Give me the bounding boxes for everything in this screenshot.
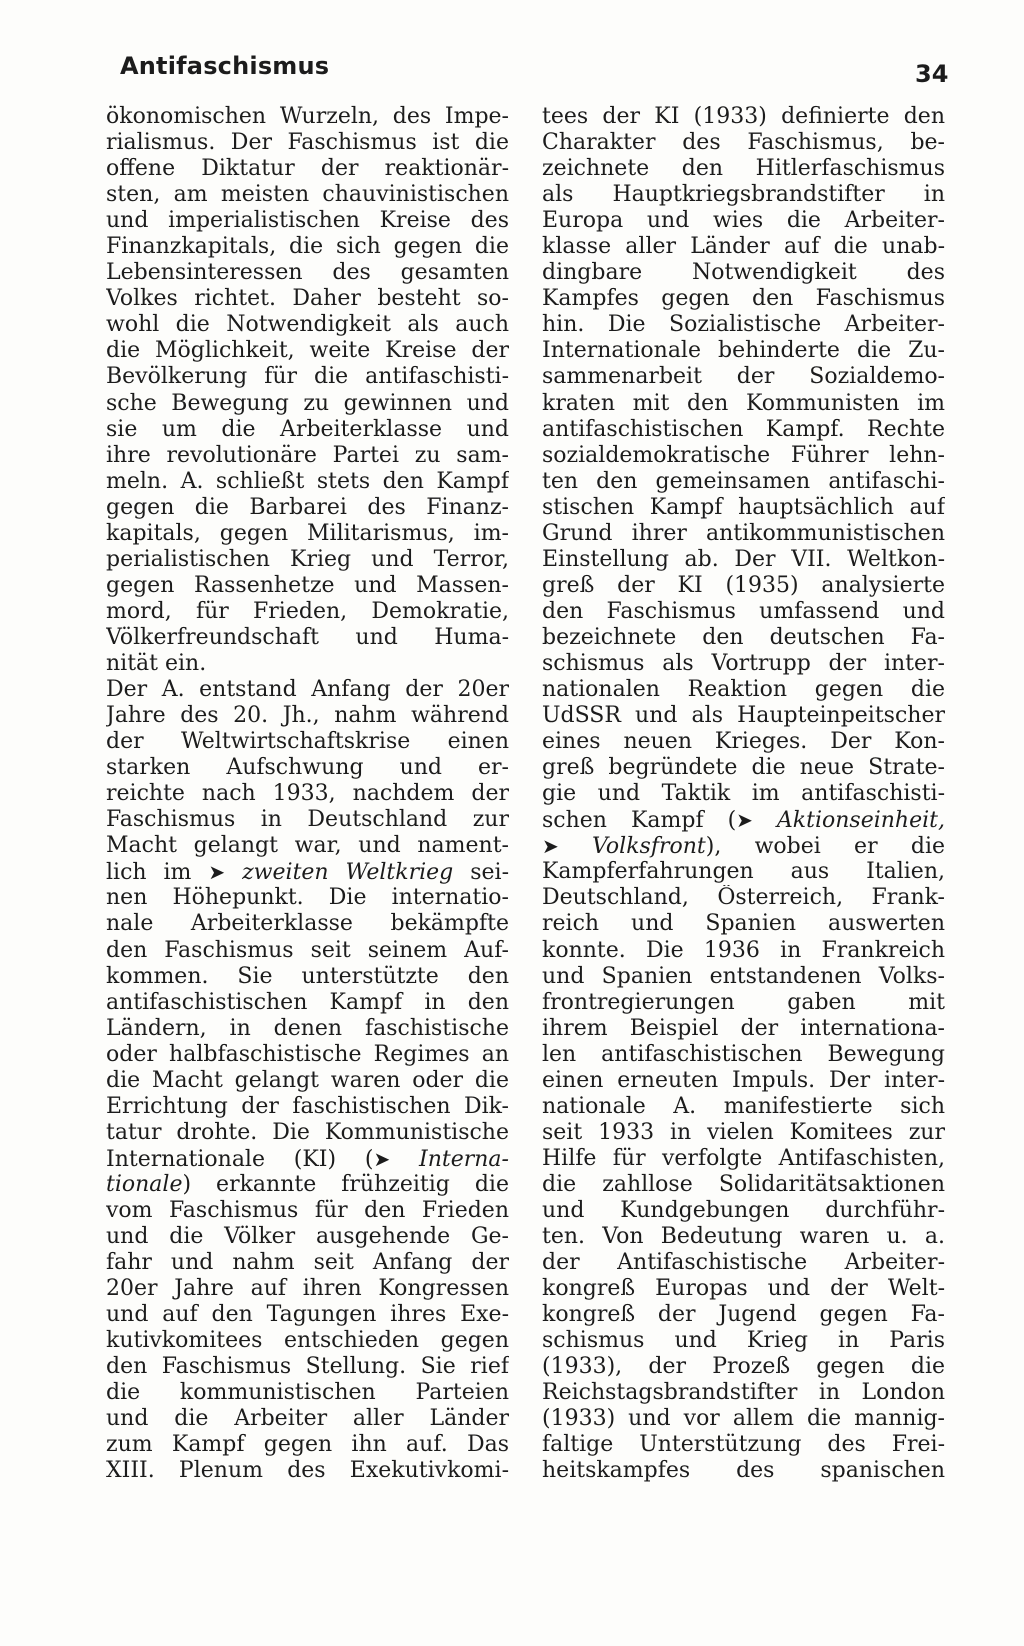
text-line: konnte. Die 1936 in Frankreich: [542, 937, 945, 963]
text-run: ), wobei er die: [705, 834, 945, 860]
text-line: und Kundgebungen durchführ-: [542, 1197, 945, 1223]
text-line: bezeichnete den deutschen Fa-: [542, 624, 945, 650]
text-line: tees der KI (1933) definierte den: [542, 104, 945, 129]
text-line: den Faschismus seit seinem Auf-: [106, 937, 509, 963]
text-line: kommen. Sie unterstützte den: [106, 963, 509, 989]
text-line: (1933), der Prozeß gegen die: [542, 1354, 945, 1380]
text-line: tatur drohte. Die Kommunistische: [106, 1119, 509, 1145]
text-line: die Macht gelangt waren oder die: [106, 1067, 509, 1093]
text-line: gie und Taktik im antifaschisti-: [542, 781, 945, 807]
text-line: mord, für Frieden, Demokratie,: [106, 598, 509, 624]
text-line: kongreß der Jugend gegen Fa-: [542, 1302, 945, 1328]
text-line: zeichnete den Hitlerfaschismus: [542, 156, 945, 182]
text-line: sammenarbeit der Sozialdemo-: [542, 364, 945, 390]
text-line: seit 1933 in vielen Komitees zur: [542, 1119, 945, 1145]
text-line: sozialdemokratische Führer lehn-: [542, 442, 945, 468]
text-run: ) erkannte frühzeitig die: [182, 1171, 509, 1197]
text-line: gegen die Barbarei des Finanz-: [106, 494, 509, 520]
text-line-with-xref: [542, 833, 945, 859]
text-line: Internationale behinderte die Zu-: [542, 338, 945, 364]
text-line: heitskampfes des spanischen: [542, 1458, 945, 1484]
text-line: schismus und Krieg in Paris: [542, 1328, 945, 1354]
text-line: fahr und nahm seit Anfang der: [106, 1250, 509, 1276]
text-line: Lebensinteressen des gesamten: [106, 260, 509, 286]
text-line: eines neuen Krieges. Der Kon-: [542, 729, 945, 755]
text-line: und die Völker ausgehende Ge-: [106, 1224, 509, 1250]
cross-reference-link-internationale[interactable]: Interna-: [419, 1146, 509, 1172]
text-line: hin. Die Sozialistische Arbeiter-: [542, 312, 945, 338]
text-line: Reichstagsbrandstifter in London: [542, 1380, 945, 1406]
text-line: greß der KI (1935) analysierte: [542, 572, 945, 598]
text-line: Ländern, in denen faschistische: [106, 1015, 509, 1041]
cross-reference-arrow-icon: ➤: [373, 1146, 391, 1171]
text-run: schen Kampf (: [542, 808, 737, 834]
text-line-with-xref: [106, 859, 509, 885]
text-line: den Faschismus umfassend und: [542, 598, 945, 624]
text-line: und auf den Tagungen ihres Exe-: [106, 1302, 509, 1328]
text-line: meln. A. schließt stets den Kampf: [106, 468, 509, 494]
text-line: Errichtung der faschistischen Dik-: [106, 1093, 509, 1119]
text-line: der Antifaschistische Arbeiter-: [542, 1250, 945, 1276]
text-line: sie um die Arbeiterklasse und: [106, 416, 509, 442]
text-line: Faschismus in Deutschland zur: [106, 807, 509, 833]
text-line: kongreß Europas und der Welt-: [542, 1276, 945, 1302]
page-number: 34: [915, 60, 949, 88]
text-line: ökonomischen Wurzeln, des Impe-: [106, 104, 509, 129]
text-line-with-xref: [106, 1172, 509, 1198]
text-line: stischen Kampf hauptsächlich auf: [542, 494, 945, 520]
text-line: greß begründete die neue Strate-: [542, 755, 945, 781]
text-line: sche Bewegung zu gewinnen und: [106, 390, 509, 416]
text-line: kraten mit den Kommunisten im: [542, 390, 945, 416]
text-line: perialistischen Krieg und Terror,: [106, 546, 509, 572]
text-line: nale Arbeiterklasse bekämpfte: [106, 911, 509, 937]
text-line-with-xref: [106, 1146, 509, 1172]
text-line: Volkes richtet. Daher besteht so-: [106, 286, 509, 312]
text-line: den Faschismus Stellung. Sie rief: [106, 1354, 509, 1380]
text-line: Deutschland, Österreich, Frank-: [542, 885, 945, 911]
cross-reference-arrow-icon: ➤: [542, 834, 559, 859]
text-line: Der A. entstand Anfang der 20er: [106, 677, 509, 703]
text-line: oder halbfaschistische Regimes an: [106, 1041, 509, 1067]
text-line: Hilfe für verfolgte Antifaschisten,: [542, 1145, 945, 1171]
text-line: Grund ihrer antikommunistischen: [542, 520, 945, 546]
text-line: antifaschistischen Kampf in den: [106, 989, 509, 1015]
cross-reference-link-zweiter-weltkrieg[interactable]: zweiten Weltkrieg: [242, 860, 454, 886]
text-line: die zahllose Solidaritätsaktionen: [542, 1171, 945, 1197]
text-line: Kampfes gegen den Faschismus: [542, 286, 945, 312]
text-line: Macht gelangt war, und nament-: [106, 833, 509, 859]
text-line: Einstellung ab. Der VII. Weltkon-: [542, 546, 945, 572]
text-line: ihrem Beispiel der internationa-: [542, 1015, 945, 1041]
text-line: faltige Unterstützung des Frei-: [542, 1432, 945, 1458]
text-line: und die Arbeiter aller Länder: [106, 1406, 509, 1432]
text-line: und Spanien entstandenen Volks-: [542, 963, 945, 989]
text-line: 20er Jahre auf ihren Kongressen: [106, 1276, 509, 1302]
text-line: reich und Spanien auswerten: [542, 911, 945, 937]
text-line: und imperialistischen Kreise des: [106, 208, 509, 234]
text-run: sei-: [470, 860, 509, 886]
text-line: frontregierungen gaben mit: [542, 989, 945, 1015]
text-line: rialismus. Der Faschismus ist die: [106, 130, 509, 156]
text-line: als Hauptkriegsbrandstifter in: [542, 182, 945, 208]
text-line: offene Diktatur der reaktionär-: [106, 156, 509, 182]
text-line: einen erneuten Impuls. Der inter-: [542, 1067, 945, 1093]
text-line: kapitals, gegen Militarismus, im-: [106, 520, 509, 546]
text-line: UdSSR und als Haupteinpeitscher: [542, 703, 945, 729]
text-line: Finanzkapitals, die sich gegen die: [106, 234, 509, 260]
text-line: die kommunistischen Parteien: [106, 1380, 509, 1406]
text-line: ihre revolutionäre Partei zu sam-: [106, 442, 509, 468]
text-line: Kampferfahrungen aus Italien,: [542, 859, 945, 885]
text-line: Jahre des 20. Jh., nahm während: [106, 703, 509, 729]
running-title: Antifaschismus: [120, 52, 330, 80]
text-line: reichte nach 1933, nachdem der: [106, 781, 509, 807]
cross-reference-arrow-icon: ➤: [736, 808, 753, 833]
text-line: starken Aufschwung und er-: [106, 755, 509, 781]
text-line: Bevölkerung für die antifaschisti-: [106, 364, 509, 390]
text-run: lich im: [106, 860, 192, 886]
text-line: ten den gemeinsamen antifaschi-: [542, 468, 945, 494]
text-line: zum Kampf gegen ihn auf. Das: [106, 1432, 509, 1458]
text-line-with-xref: [542, 807, 945, 833]
text-line: kutivkomitees entschieden gegen: [106, 1328, 509, 1354]
text-line: len antifaschistischen Bewegung: [542, 1041, 945, 1067]
cross-reference-arrow-icon: ➤: [208, 860, 226, 885]
text-line: nen Höhepunkt. Die internatio-: [106, 885, 509, 911]
text-line: dingbare Notwendigkeit des: [542, 260, 945, 286]
text-line: ten. Von Bedeutung waren u. a.: [542, 1224, 945, 1250]
text-line: nationale A. manifestierte sich: [542, 1093, 945, 1119]
text-column-right: [542, 104, 945, 1484]
text-line: sten, am meisten chauvinistischen: [106, 182, 509, 208]
text-line: antifaschistischen Kampf. Rechte: [542, 416, 945, 442]
cross-reference-link-aktionseinheit[interactable]: Aktionseinheit,: [776, 808, 945, 834]
text-line: vom Faschismus für den Frieden: [106, 1197, 509, 1223]
text-line: der Weltwirtschaftskrise einen: [106, 729, 509, 755]
cross-reference-link-internationale-cont[interactable]: tionale: [106, 1171, 183, 1197]
text-line: gegen Rassenhetze und Massen-: [106, 572, 509, 598]
text-line: XIII. Plenum des Exekutivkomi-: [106, 1458, 509, 1484]
text-line: die Möglichkeit, weite Kreise der: [106, 338, 509, 364]
text-line: nationalen Reaktion gegen die: [542, 677, 945, 703]
text-column-left: [106, 104, 509, 1484]
text-run: Internationale (KI) (: [106, 1146, 374, 1172]
text-line: (1933) und vor allem die mannig-: [542, 1406, 945, 1432]
text-line: wohl die Notwendigkeit als auch: [106, 312, 509, 338]
cross-reference-link-volksfront[interactable]: Volksfront: [592, 834, 706, 860]
text-line: schismus als Vortrupp der inter-: [542, 650, 945, 676]
text-line: Charakter des Faschismus, be-: [542, 130, 945, 156]
text-line: nität ein.: [106, 650, 207, 676]
text-line: Völkerfreundschaft und Huma-: [106, 624, 509, 650]
text-line: Europa und wies die Arbeiter-: [542, 208, 945, 234]
text-line: klasse aller Länder auf die unab-: [542, 234, 945, 260]
